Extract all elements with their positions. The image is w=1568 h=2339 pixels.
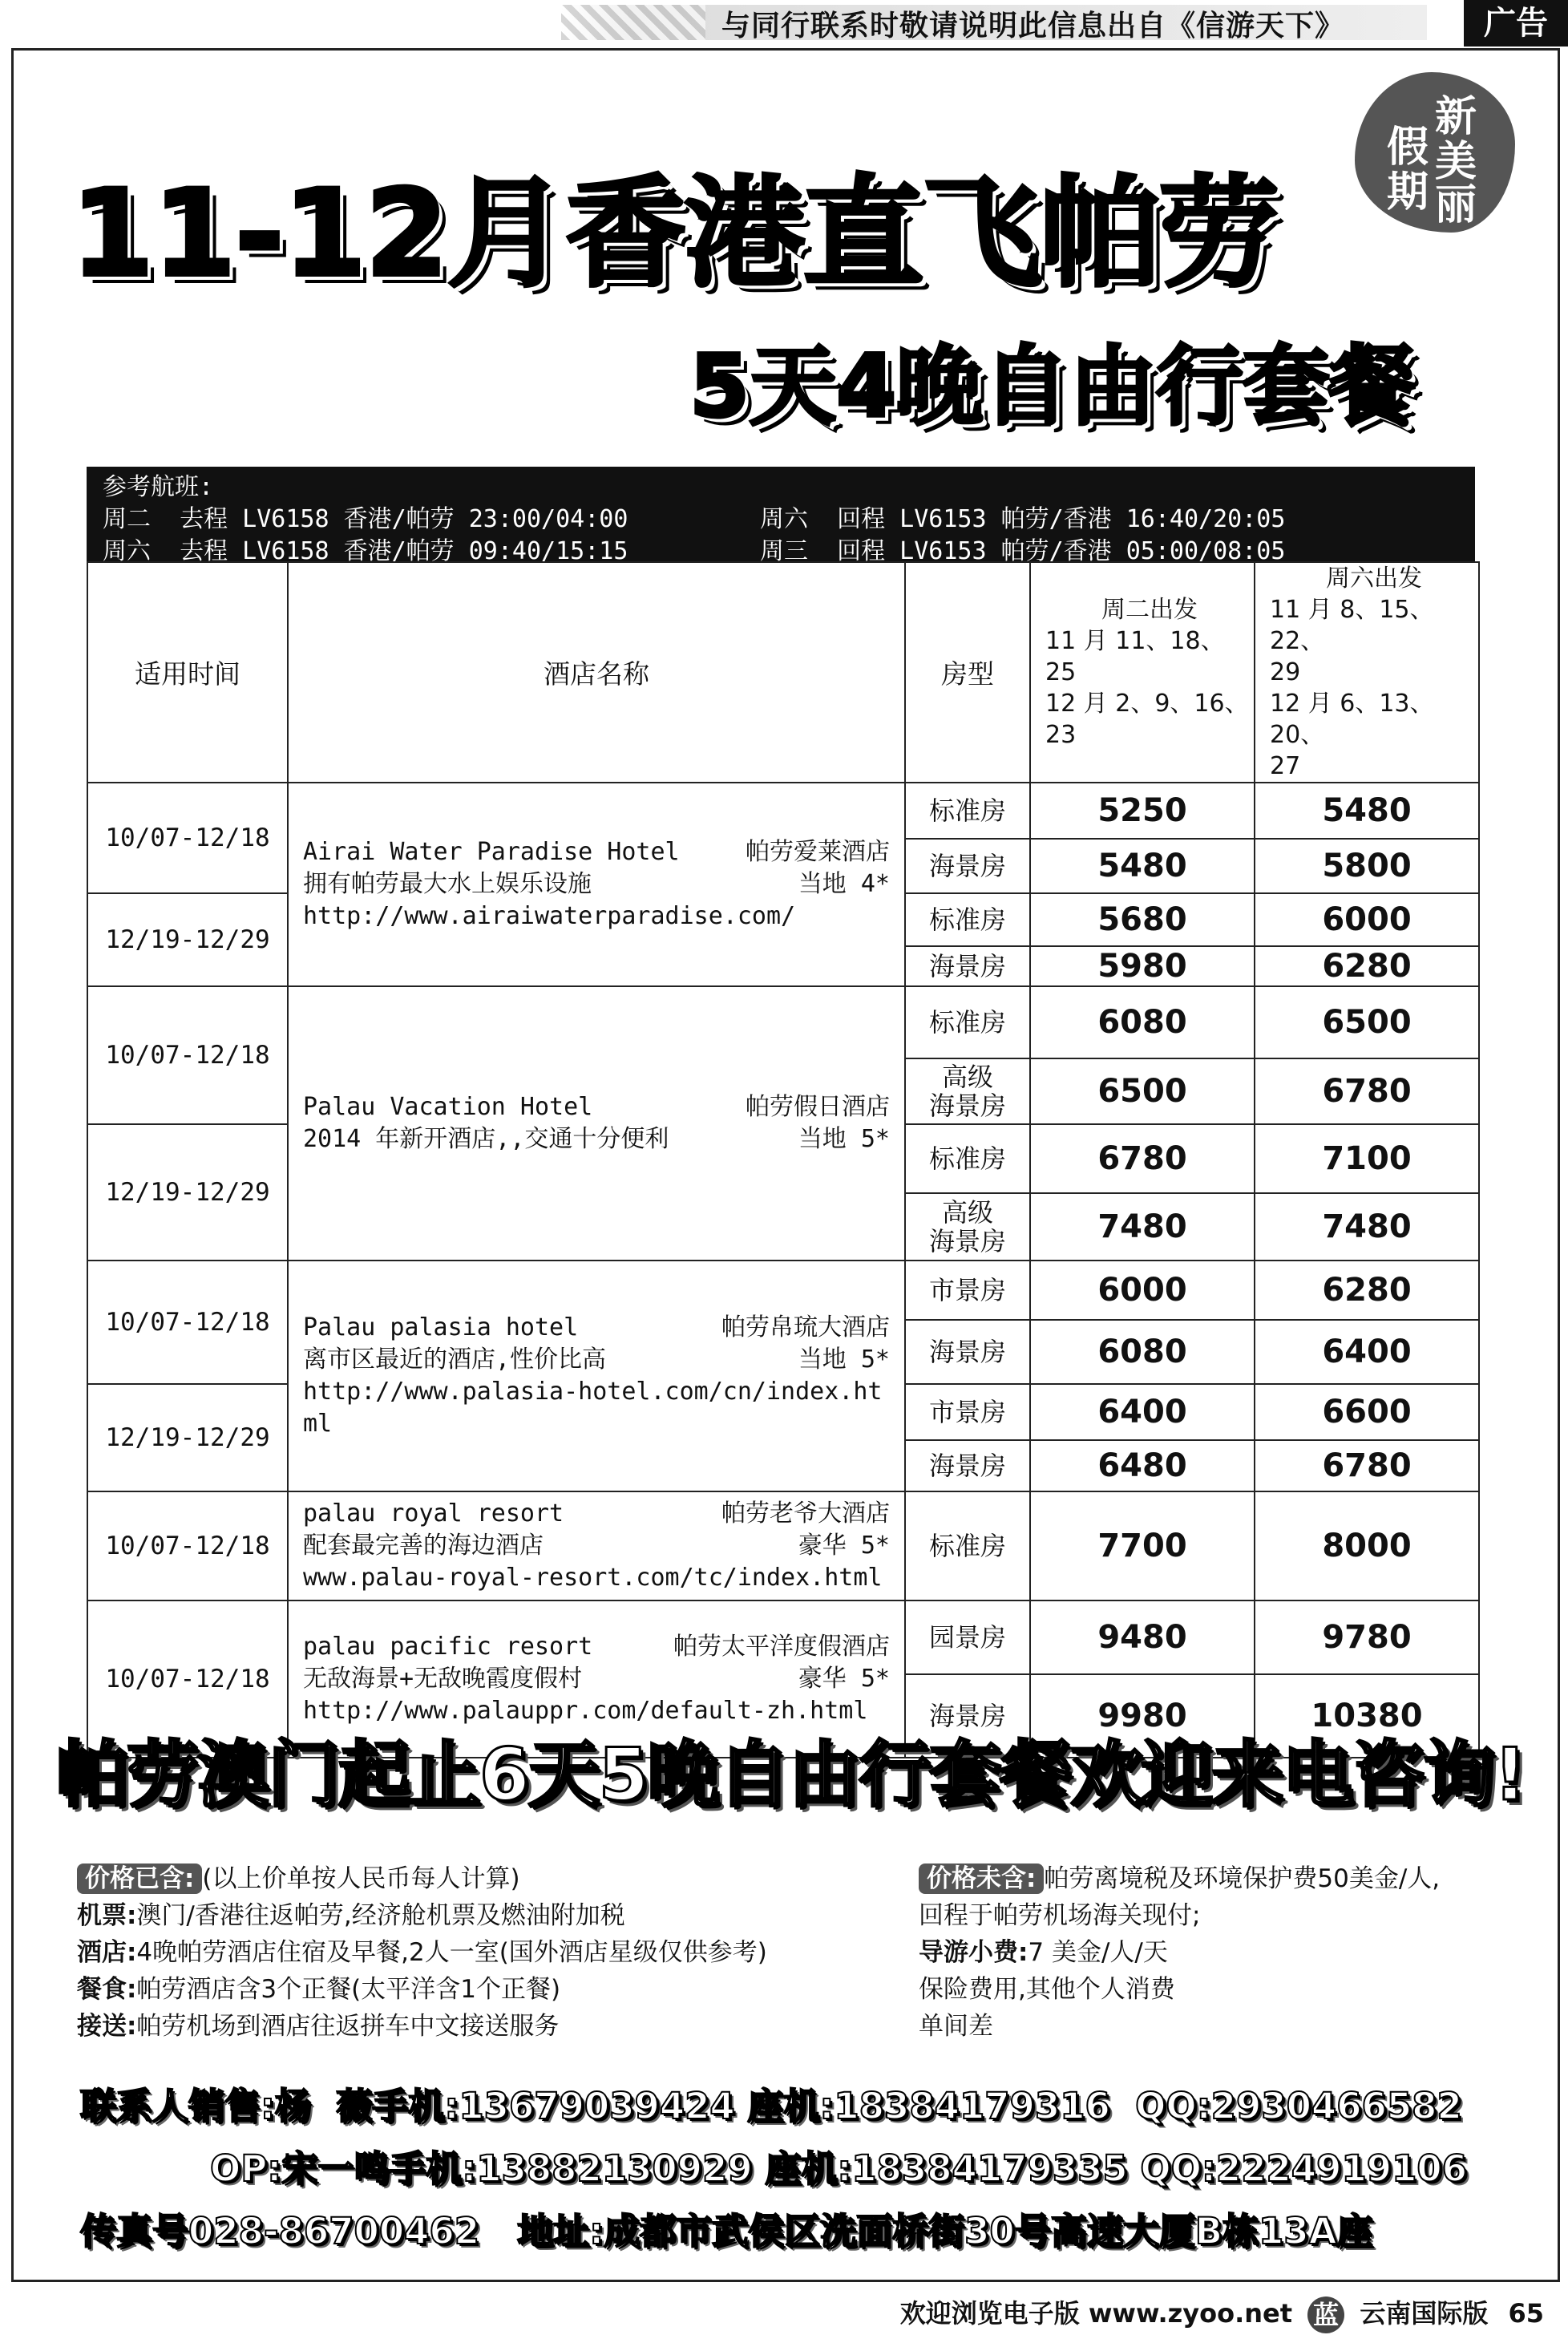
flight-line: 周六 回程 LV6153 帕劳/香港 16:40/20:05 xyxy=(760,505,1286,533)
hotel-cell: Palau Vacation Hotel 帕劳假日酒店 2014 年新开酒店,,交通十分便利 当地 5* xyxy=(288,986,905,1261)
top-banner xyxy=(0,0,1568,47)
macau-banner: 帕劳澳门起止6天5晚自由行套餐欢迎来电咨询! xyxy=(56,1733,1526,1817)
table-header-row xyxy=(87,562,1479,783)
price-excluded: 价格未含: 帕劳离境税及环境保护费50美金/人, 回程于帕劳机场海关现付; 导游小费:7 美金/人/天 保险费用,其他个人消费 单间差 xyxy=(919,1864,1441,2041)
flight-line: 周六 去程 LV6158 香港/帕劳 09:40/15:15 xyxy=(103,537,628,565)
price-tuesday: 9980 xyxy=(1030,1674,1255,1758)
price-saturday: 6000 xyxy=(1255,893,1479,946)
price-saturday: 6600 xyxy=(1255,1384,1479,1440)
sub-title: 5天4晚自由行套餐 xyxy=(689,337,1416,437)
room-type: 高级 海景房 xyxy=(905,1058,1030,1124)
price-saturday: 10380 xyxy=(1255,1674,1479,1758)
room-type: 市景房 xyxy=(905,1261,1030,1320)
room-type: 标准房 xyxy=(905,1124,1030,1193)
price-tuesday: 6400 xyxy=(1030,1384,1255,1440)
price-tuesday: 5980 xyxy=(1030,946,1255,986)
price-tuesday: 6080 xyxy=(1030,1320,1255,1384)
price-tuesday: 6480 xyxy=(1030,1440,1255,1491)
excluded-tag: 价格未含: xyxy=(919,1864,1044,1894)
room-type: 海景房 xyxy=(905,946,1030,986)
table-row xyxy=(87,1491,1479,1600)
room-type: 园景房 xyxy=(905,1600,1030,1674)
price-tuesday: 5250 xyxy=(1030,783,1255,839)
period-cell: 10/07-12/18 xyxy=(87,1261,288,1384)
period-cell: 10/07-12/18 xyxy=(87,986,288,1124)
included-note: (以上价单按人民币每人计算) xyxy=(202,1864,520,1893)
price-tuesday: 6080 xyxy=(1030,986,1255,1058)
hotel-cell: Palau palasia hotel 帕劳帛琉大酒店 离市区最近的酒店,性价比高 当地 5* http://www.palasia-hotel.com/cn/index.ht ml xyxy=(288,1261,905,1491)
price-saturday: 8000 xyxy=(1255,1491,1479,1600)
footer-edition: 云南国际版 xyxy=(1360,2298,1489,2329)
period-cell: 10/07-12/18 xyxy=(87,1600,288,1758)
price-saturday: 5800 xyxy=(1255,839,1479,893)
contact-address: 传真号028-86700462 地址:成都市武侯区洗面桥街30号高速大厦B栋13A座 xyxy=(80,2210,1373,2252)
flight-line: 周三 回程 LV6153 帕劳/香港 05:00/08:05 xyxy=(760,537,1286,565)
room-type: 市景房 xyxy=(905,1384,1030,1440)
hotel-cell: palau pacific resort 帕劳太平洋度假酒店 无敌海景+无敌晚霞度假村 豪华 5* http://www.palauppr.com/default-zh.html xyxy=(288,1600,905,1758)
included-tag: 价格已含: xyxy=(77,1864,202,1894)
header-pattern xyxy=(561,5,705,40)
period-cell: 10/07-12/18 xyxy=(87,1491,288,1600)
header-tuesday: 周二出发 11 月 11、18、 25 12 月 2、9、16、 23 xyxy=(1030,562,1255,783)
price-included: 价格已含: (以上价单按人民币每人计算) 机票:澳门/香港往返帕劳,经济舱机票及燃油附加税 酒店:4晚帕劳酒店住宿及早餐,2人一室(国外酒店星级仅供参考) 餐食:帕劳酒店含3个正餐(太平洋含1个正餐) 接送:帕劳机场到酒店往返拼车中文接送服务 xyxy=(77,1864,767,2041)
price-saturday: 6780 xyxy=(1255,1058,1479,1124)
room-type: 标准房 xyxy=(905,986,1030,1058)
price-saturday: 6280 xyxy=(1255,946,1479,986)
brand-logo: 新 美 假 丽 期 xyxy=(1355,72,1515,233)
price-table xyxy=(87,561,1480,1758)
footer-website: 欢迎浏览电子版 www.zyoo.net xyxy=(899,2298,1293,2329)
hotel-cell: palau royal resort 帕劳老爷大酒店 配套最完善的海边酒店 豪华 5* www.palau-royal-resort.com/tc/index.html xyxy=(288,1491,905,1600)
period-cell: 12/19-12/29 xyxy=(87,1384,288,1491)
price-tuesday: 7700 xyxy=(1030,1491,1255,1600)
room-type: 标准房 xyxy=(905,783,1030,839)
table-row xyxy=(87,1261,1479,1320)
main-title: 11-12月香港直飞帕劳 xyxy=(71,164,1278,304)
price-saturday: 5480 xyxy=(1255,783,1479,839)
price-tuesday: 6000 xyxy=(1030,1261,1255,1320)
room-type: 海景房 xyxy=(905,1440,1030,1491)
price-saturday: 6780 xyxy=(1255,1440,1479,1491)
flight-heading: 参考航班: xyxy=(103,473,214,501)
flight-line: 周二 去程 LV6158 香港/帕劳 23:00/04:00 xyxy=(103,505,628,533)
period-cell: 12/19-12/29 xyxy=(87,893,288,986)
table-row xyxy=(87,986,1479,1058)
room-type: 标准房 xyxy=(905,1491,1030,1600)
room-type: 海景房 xyxy=(905,839,1030,893)
table-row xyxy=(87,783,1479,839)
price-saturday: 6500 xyxy=(1255,986,1479,1058)
price-tuesday: 6500 xyxy=(1030,1058,1255,1124)
room-type: 海景房 xyxy=(905,1320,1030,1384)
price-tuesday: 5480 xyxy=(1030,839,1255,893)
page-number: 65 xyxy=(1508,2298,1544,2329)
flight-info-box xyxy=(87,467,1475,565)
period-cell: 10/07-12/18 xyxy=(87,783,288,893)
price-saturday: 9780 xyxy=(1255,1600,1479,1674)
header-room: 房型 xyxy=(905,562,1030,783)
ad-label: 广告 xyxy=(1464,0,1568,47)
price-tuesday: 5680 xyxy=(1030,893,1255,946)
contact-sales: 联系人销售:杨 薇手机:13679039424 座机:18384179316 QQ:2930466582 xyxy=(80,2085,1462,2127)
price-tuesday: 6780 xyxy=(1030,1124,1255,1193)
room-type: 标准房 xyxy=(905,893,1030,946)
period-cell: 12/19-12/29 xyxy=(87,1124,288,1261)
room-type: 高级 海景房 xyxy=(905,1193,1030,1261)
price-saturday: 7100 xyxy=(1255,1124,1479,1193)
price-tuesday: 7480 xyxy=(1030,1193,1255,1261)
header-hotel: 酒店名称 xyxy=(288,562,905,783)
header-period: 适用时间 xyxy=(87,562,288,783)
hotel-cell: Airai Water Paradise Hotel 帕劳爱莱酒店 拥有帕劳最大水上娱乐设施 当地 4* http://www.airaiwaterparadise.com/ xyxy=(288,783,905,986)
contact-op: OP:宋一鸣手机:13882130929 座机:18384179335 QQ:2224919106 xyxy=(210,2147,1468,2190)
price-saturday: 7480 xyxy=(1255,1193,1479,1261)
price-saturday: 6400 xyxy=(1255,1320,1479,1384)
price-tuesday: 9480 xyxy=(1030,1600,1255,1674)
header-notice: 与同行联系时敬请说明此信息出自《信游天下》 xyxy=(721,10,1345,42)
table-row xyxy=(87,1600,1479,1674)
price-saturday: 6280 xyxy=(1255,1261,1479,1320)
room-type: 海景房 xyxy=(905,1674,1030,1758)
page-footer xyxy=(0,2284,1568,2339)
edition-badge: 蓝 xyxy=(1307,2297,1344,2333)
header-saturday: 周六出发 11 月 8、15、22、 29 12 月 6、13、20、 27 xyxy=(1255,562,1479,783)
